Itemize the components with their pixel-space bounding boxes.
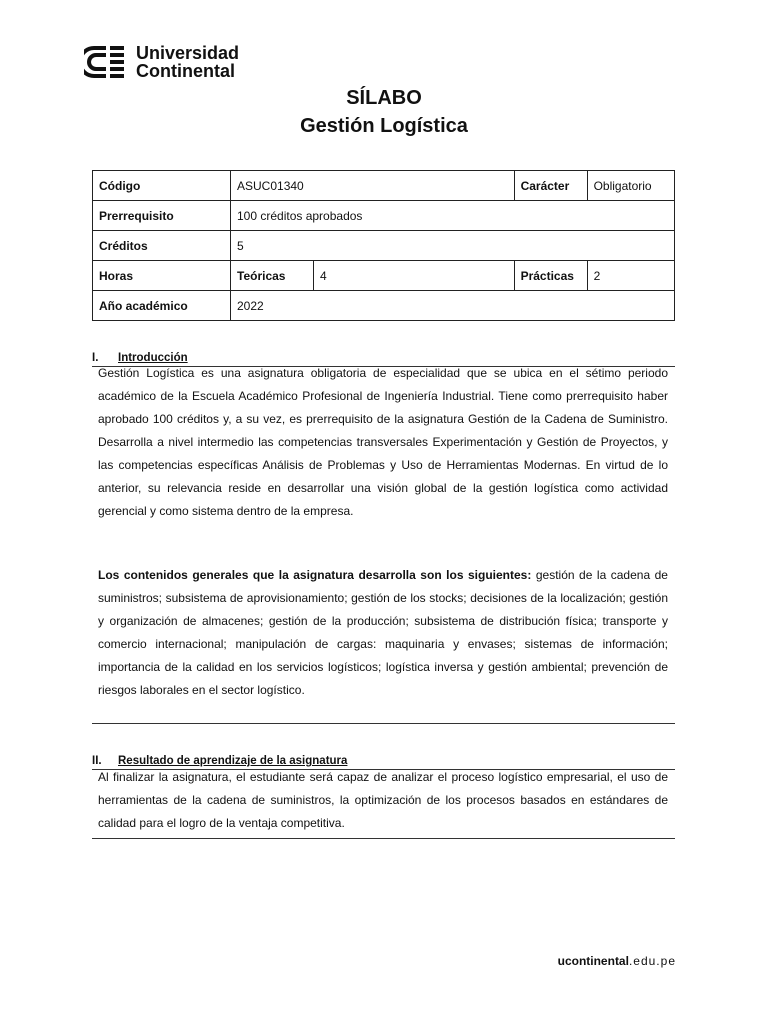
document-type-title: SÍLABO — [346, 87, 422, 109]
logo-line1: Universidad — [136, 43, 240, 63]
anio-value: 2022 — [231, 291, 675, 321]
caracter-label: Carácter — [514, 171, 587, 201]
learning-outcome-paragraph: Al finalizar la asignatura, el estudiante será capaz de analizar el proceso logístico empresarial, el uso de herramientas de la cadena de suministros, la optimización de los procesos basados en estándares de calidad para el logro de la ventaja competitiva. — [98, 770, 668, 830]
section-divider — [92, 838, 675, 839]
contents-lead: Los contenidos generales que la asignatura desarrolla son los siguientes: — [98, 568, 532, 582]
prerrequisito-label: Prerrequisito — [93, 201, 231, 231]
footer-domain: .edu.pe — [628, 954, 676, 968]
table-row — [93, 231, 675, 261]
contents-body: gestión de la cadena de suministros; subsistema de aprovisionamiento; gestión de los stocks; decisiones de la localización; gestión y organización de almacenes; gestión de la producción; subsistema de distribución física; transporte y comercio internacional; manipulación de cargas: maquinaria y envases; sistemas de información; importancia de la calidad en los servicios logísticos; logística inversa y gestión ambiental; prevención de riesgos laborales en el sector logístico. — [98, 568, 668, 697]
practicas-label: Prácticas — [514, 261, 587, 291]
course-title: Gestión Logística — [300, 115, 468, 137]
introduction-paragraph-1: Gestión Logística es una asignatura obligatoria de especialidad que se ubica en el sétimo periodo académico de la Escuela Académico Profesional de Ingeniería Industrial. Tiene como prerrequisito haber aprobado 100 créditos y, a su vez, es prerrequisito de la asignatura Gestión de la Cadena de Suministro. Desarrolla a nivel intermedio las competencias transversales Experimentación y Gestión de Proyectos, y las competencias específicas Análisis de Problemas y Uso de Herramientas Modernas. En virtud de lo anterior, su relevancia reside en desarrollar una visión global de la gestión logística como actividad gerencial y como sistema dentro de la empresa. — [98, 366, 668, 518]
section-divider — [92, 723, 675, 724]
table-row — [93, 261, 675, 291]
section-number: I. — [92, 352, 99, 364]
table-row — [93, 201, 675, 231]
creditos-label: Créditos — [93, 231, 231, 261]
teoricas-label: Teóricas — [231, 261, 314, 291]
table-row — [93, 171, 675, 201]
footer-brand: ucontinental — [557, 954, 629, 968]
introduction-paragraph-2 — [98, 564, 668, 702]
anio-label: Año académico — [93, 291, 231, 321]
prerrequisito-value: 100 créditos aprobados — [231, 201, 675, 231]
section-number: II. — [92, 755, 102, 767]
horas-label: Horas — [93, 261, 231, 291]
course-info-table — [92, 170, 675, 321]
codigo-label: Código — [93, 171, 231, 201]
teoricas-value: 4 — [314, 261, 515, 291]
codigo-value: ASUC01340 — [231, 171, 515, 201]
practicas-value: 2 — [587, 261, 674, 291]
logo-mark-icon — [84, 44, 130, 80]
caracter-value: Obligatorio — [587, 171, 674, 201]
section-title: Introducción — [118, 352, 188, 364]
university-logo — [84, 44, 284, 84]
logo-text — [136, 44, 239, 80]
footer-website — [558, 954, 676, 968]
logo-line2: Continental — [136, 61, 235, 81]
creditos-value: 5 — [231, 231, 675, 261]
table-row — [93, 291, 675, 321]
section-title: Resultado de aprendizaje de la asignatura — [118, 755, 348, 767]
